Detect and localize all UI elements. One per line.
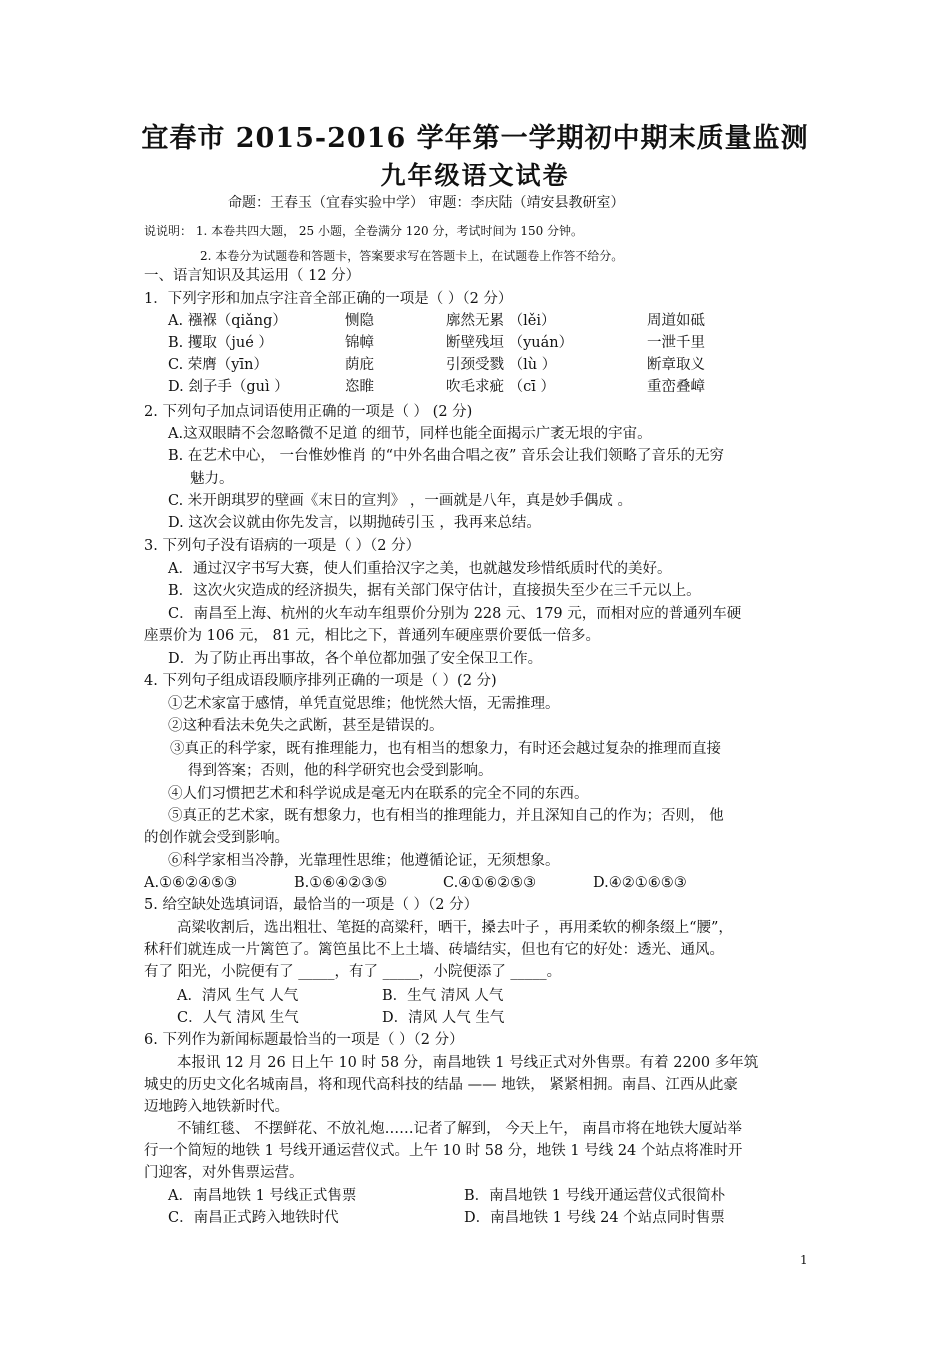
q4-sentence-3-cont: 得到答案；否则，他的科学研究也会受到影响。 (188, 763, 493, 779)
q6-option-d: D．南昌地铁 1 号线 24 个站点同时售票 (464, 1210, 725, 1226)
q1-d-2: 恣睢 (345, 379, 374, 395)
q4-sentence-4: ④人们习惯把艺术和科学说成是毫无内在联系的完全不同的东西。 (168, 786, 589, 802)
q2-option-a: A.这双眼睛不会忽略微不足道 的细节，同样也能全面揭示广袤无垠的宇宙。 (168, 426, 652, 442)
q5-option-a: A．清风 生气 人气 (177, 988, 299, 1004)
q3-option-b: B．这次火灾造成的经济损失，据有关部门保守估计，直接损失至少在三千元以上。 (168, 583, 701, 599)
q1-b-1: B. 攫取（jué ） (168, 335, 273, 351)
exam-subtitle: 九年级语文试卷 (380, 161, 570, 190)
q4-sentence-6: ⑥科学家相当冷静，光靠理性思维；他遵循论证，无须想象。 (168, 853, 560, 869)
q3-option-c: C．南昌至上海、杭州的火车动车组票价分别为 228 元、179 元，而相对应的普通列车硬 (168, 606, 742, 622)
q1-b-4: 一泄千里 (647, 335, 705, 351)
exam-title: 宜春市 2015-2016 学年第一学期初中期末质量监测 (141, 123, 809, 154)
q5-option-c: C．人气 清风 生气 (177, 1010, 299, 1026)
q5-option-b: B．生气 清风 人气 (382, 988, 504, 1004)
q4-stem: 4. 下列句子组成语段顺序排列正确的一项是（ ）(2 分) (144, 673, 497, 689)
q1-c-3: 引颈受戮 （lù ） (446, 357, 557, 373)
q1-d-3: 吹毛求疵 （cī ） (446, 379, 555, 395)
q4-sentence-1: ①艺术家富于感情，单凭直觉思维；他恍然大悟，无需推理。 (168, 696, 560, 712)
q1-a-1: A. 襁褓（qiǎng） (168, 313, 287, 329)
q1-a-4: 周道如砥 (647, 313, 705, 329)
q4-option-a: A.①⑥②④⑤③ (144, 875, 238, 891)
q1-b-3: 断壁残垣 （yuán） (446, 335, 574, 351)
q3-option-c-cont: 座票价为 106 元， 81 元，相比之下，普通列车硬座票价要低一倍多。 (144, 628, 601, 644)
q3-option-d: D．为了防止再出事故，各个单位都加强了安全保卫工作。 (168, 651, 543, 667)
q6-option-b: B．南昌地铁 1 号线开通运营仪式很简朴 (464, 1188, 726, 1204)
q4-sentence-5: ⑤真正的艺术家，既有想象力，也有相当的推理能力，并且深知自己的作为；否则， 他 (168, 808, 724, 824)
q1-d-1: D. 刽子手（guì ） (168, 379, 289, 395)
q5-passage-2: 秫秆们就连成一片篱笆了。篱笆虽比不上土墙、砖墙结实，但也有它的好处：透光、通风。 (144, 942, 724, 958)
q6-option-a: A．南昌地铁 1 号线正式售票 (168, 1188, 357, 1204)
q4-sentence-2: ②这种看法未免失之武断，甚至是错误的。 (168, 718, 444, 734)
q6-stem: 6. 下列作为新闻标题最恰当的一项是（ ）（2 分） (144, 1032, 464, 1048)
q1-b-2: 锦幛 (345, 335, 374, 351)
note-1: 说说明： 1. 本卷共四大题， 25 小题，全卷满分 120 分，考试时间为 150 分钟。 (144, 224, 584, 238)
q6-passage-1: 本报讯 12 月 26 日上午 10 时 58 分，南昌地铁 1 号线正式对外售票。有着 2200 多年筑 (177, 1055, 759, 1071)
section-heading-1: 一、语言知识及其运用（ 12 分） (144, 268, 361, 284)
q4-sentence-3: ③真正的科学家，既有推理能力，也有相当的想象力，有时还会越过复杂的推理而直接 (170, 741, 721, 757)
q4-option-c: C.④①⑥②⑤③ (443, 875, 537, 891)
q1-c-1: C. 荣膺（yīn） (168, 357, 268, 373)
page-number: 1 (800, 1253, 808, 1267)
author-line: 命题：王春玉（宜春实验中学） 审题：李庆陆（靖安县教研室） (228, 195, 625, 211)
q1-c-2: 荫庇 (345, 357, 374, 373)
q6-passage-5: 行一个简短的地铁 1 号线开通运营仪式。上午 10 时 58 分，地铁 1 号线 24 个站点将准时开 (144, 1143, 743, 1159)
q1-stem: 1．下列字形和加点字注音全部正确的一项是（ ）（2 分） (144, 291, 513, 307)
q5-passage-1: 高粱收割后，选出粗壮、笔挺的高粱秆，晒干，搡去叶子 ，再用柔软的柳条缀上“腰”， (177, 920, 733, 936)
q6-passage-4: 不铺红毯、 不摆鲜花、不放礼炮……记者了解到， 今天上午， 南昌市将在地铁大厦站举 (177, 1121, 742, 1137)
q5-option-d: D．清风 人气 生气 (382, 1010, 505, 1026)
q4-option-b: B.①⑥④②③⑤ (294, 875, 388, 891)
q6-passage-3: 迈地跨入地铁新时代。 (144, 1099, 289, 1115)
q4-sentence-5-cont: 的创作就会受到影响。 (144, 830, 289, 846)
q5-stem: 5. 给空缺处选填词语，最恰当的一项是（ ）（2 分） (144, 897, 479, 913)
q2-stem: 2. 下列句子加点词语使用正确的一项是（ ） (2 分) (144, 404, 473, 420)
q1-a-3: 廓然无累 （lěi） (446, 313, 556, 329)
q2-option-b-cont: 魅力。 (190, 471, 234, 487)
q4-option-d: D.④②①⑥⑤③ (593, 875, 687, 891)
q5-passage-3: 有了 阳光，小院便有了 _____，有了 _____，小院便添了 _____。 (144, 964, 562, 980)
q2-option-d: D. 这次会议就由你先发言，以期抛砖引玉 ，我再来总结。 (168, 515, 541, 531)
q3-option-a: A．通过汉字书写大赛，使人们重拾汉字之美，也就越发珍惜纸质时代的美好。 (168, 561, 672, 577)
q6-passage-2: 城史的历史文化名城南昌，将和现代高科技的结晶 —— 地铁， 紧紧相拥。南昌、江西从此豪 (144, 1077, 738, 1093)
q2-option-b: B. 在艺术中心， 一台惟妙惟肖 的“中外名曲合唱之夜” 音乐会让我们领略了音乐的无穷 (168, 448, 725, 464)
q1-c-4: 断章取义 (647, 357, 705, 373)
q3-stem: 3. 下列句子没有语病的一项是（ ）（2 分） (144, 538, 421, 554)
q6-passage-6: 门迎客，对外售票运营。 (144, 1165, 304, 1181)
q1-a-2: 恻隐 (345, 313, 374, 329)
q6-option-c: C．南昌正式跨入地铁时代 (168, 1210, 339, 1226)
note-2: 2. 本卷分为试题卷和答题卡，答案要求写在答题卡上，在试题卷上作答不给分。 (200, 249, 624, 263)
q2-option-c: C. 米开朗琪罗的壁画《末日的宣判》 ，一画就是八年，真是妙手偶成 。 (168, 493, 633, 509)
q1-d-4: 重峦叠嶂 (647, 379, 705, 395)
